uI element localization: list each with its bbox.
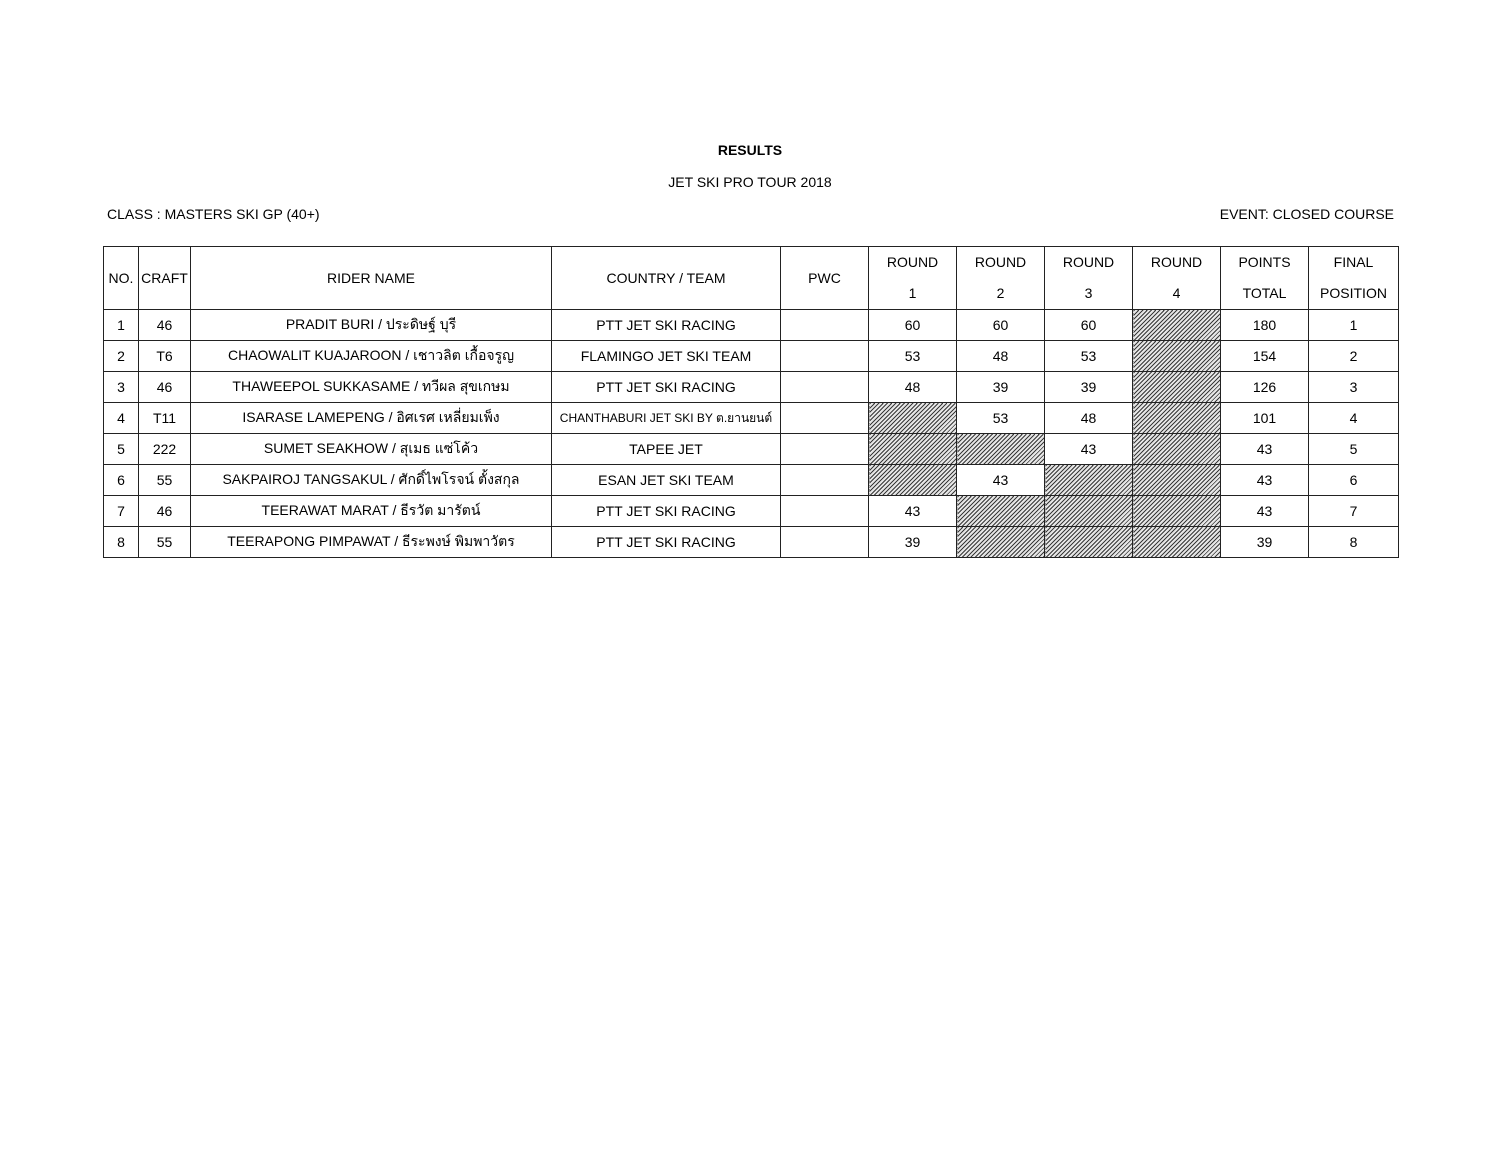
cell-pwc <box>781 434 869 465</box>
page-title: RESULTS <box>717 142 783 158</box>
cell-round-3: 60 <box>1045 310 1133 341</box>
cell-final-position: 2 <box>1309 341 1399 372</box>
cell-round-3: 48 <box>1045 403 1133 434</box>
header-round-number: 1 <box>908 285 917 301</box>
cell-craft: 46 <box>139 310 191 341</box>
cell-pwc <box>781 527 869 558</box>
cell-no: 5 <box>104 434 139 465</box>
header-round-number: 3 <box>1084 285 1093 301</box>
header-round-2 <box>957 247 1045 310</box>
cell-round-2 <box>957 527 1045 558</box>
header-round-number: 2 <box>996 285 1005 301</box>
class-label: CLASS : MASTERS SKI GP (40+) <box>107 206 320 222</box>
cell-round-1: 43 <box>869 496 957 527</box>
header-craft: CRAFT <box>139 247 191 310</box>
cell-rider-name: SAKPAIROJ TANGSAKUL / ศักดิ์ไพโรจน์ ตั้งสกุล <box>191 465 552 496</box>
cell-rider-name: THAWEEPOL SUKKASAME / ทวีผล สุขเกษม <box>191 372 552 403</box>
table-row <box>104 496 1399 527</box>
cell-pwc <box>781 372 869 403</box>
cell-round-3: 39 <box>1045 372 1133 403</box>
header-total-label: TOTAL <box>1242 285 1287 301</box>
cell-craft: T6 <box>139 341 191 372</box>
cell-round-1: 48 <box>869 372 957 403</box>
cell-final-position: 8 <box>1309 527 1399 558</box>
cell-round-2: 43 <box>957 465 1045 496</box>
event-label: EVENT: CLOSED COURSE <box>1219 206 1394 222</box>
table-row <box>104 403 1399 434</box>
cell-craft: 222 <box>139 434 191 465</box>
header-round-1 <box>869 247 957 310</box>
cell-round-4 <box>1133 403 1221 434</box>
table-row <box>104 465 1399 496</box>
cell-round-3 <box>1045 527 1133 558</box>
header-points-total <box>1221 247 1309 310</box>
cell-points-total: 43 <box>1221 465 1309 496</box>
cell-round-2: 53 <box>957 403 1045 434</box>
results-table <box>103 246 1399 558</box>
header-round-label: ROUND <box>1150 254 1203 270</box>
cell-round-2: 60 <box>957 310 1045 341</box>
cell-round-2: 39 <box>957 372 1045 403</box>
cell-final-position: 4 <box>1309 403 1399 434</box>
header-position-label: POSITION <box>1320 285 1387 301</box>
cell-round-2 <box>957 496 1045 527</box>
cell-round-4 <box>1133 341 1221 372</box>
header-no: NO. <box>104 247 139 310</box>
cell-craft: 46 <box>139 496 191 527</box>
results-body <box>104 310 1399 558</box>
cell-rider-name: SUMET SEAKHOW / สุเมธ แซ่โค้ว <box>191 434 552 465</box>
cell-pwc <box>781 341 869 372</box>
header-round-4 <box>1133 247 1221 310</box>
cell-round-3 <box>1045 496 1133 527</box>
cell-round-1 <box>869 465 957 496</box>
header-round-number: 4 <box>1172 285 1181 301</box>
table-row <box>104 341 1399 372</box>
cell-round-4 <box>1133 310 1221 341</box>
header-round-3 <box>1045 247 1133 310</box>
cell-craft: 55 <box>139 465 191 496</box>
cell-round-1: 60 <box>869 310 957 341</box>
cell-country-team: PTT JET SKI RACING <box>552 372 781 403</box>
cell-country-team: CHANTHABURI JET SKI BY ต.ยานยนต์ <box>552 403 781 434</box>
cell-rider-name: TEERAPONG PIMPAWAT / ธีระพงษ์ พิมพาวัตร <box>191 527 552 558</box>
header-final-label: FINAL <box>1333 254 1374 270</box>
header-final-position <box>1309 247 1399 310</box>
cell-points-total: 43 <box>1221 496 1309 527</box>
cell-craft: 46 <box>139 372 191 403</box>
cell-country-team: FLAMINGO JET SKI TEAM <box>552 341 781 372</box>
cell-pwc <box>781 403 869 434</box>
cell-points-total: 101 <box>1221 403 1309 434</box>
cell-rider-name: TEERAWAT MARAT / ธีรวัต มารัตน์ <box>191 496 552 527</box>
cell-round-1 <box>869 434 957 465</box>
table-row <box>104 372 1399 403</box>
table-row <box>104 527 1399 558</box>
header-points-label: POINTS <box>1238 254 1291 270</box>
cell-points-total: 43 <box>1221 434 1309 465</box>
header-country-team: COUNTRY / TEAM <box>552 247 781 310</box>
cell-rider-name: CHAOWALIT KUAJAROON / เชาวลิต เกื้อจรูญ <box>191 341 552 372</box>
cell-round-3 <box>1045 465 1133 496</box>
cell-round-1: 39 <box>869 527 957 558</box>
cell-pwc <box>781 310 869 341</box>
cell-final-position: 7 <box>1309 496 1399 527</box>
header-round-label: ROUND <box>886 254 939 270</box>
cell-rider-name: PRADIT BURI / ประดิษฐ์ บุรี <box>191 310 552 341</box>
cell-country-team: TAPEE JET <box>552 434 781 465</box>
header-round-label: ROUND <box>974 254 1027 270</box>
cell-round-4 <box>1133 372 1221 403</box>
cell-pwc <box>781 496 869 527</box>
cell-round-4 <box>1133 527 1221 558</box>
cell-final-position: 1 <box>1309 310 1399 341</box>
cell-final-position: 6 <box>1309 465 1399 496</box>
cell-country-team: PTT JET SKI RACING <box>552 310 781 341</box>
header-pwc: PWC <box>781 247 869 310</box>
cell-craft: 55 <box>139 527 191 558</box>
table-header-row <box>104 247 1399 310</box>
cell-no: 4 <box>104 403 139 434</box>
cell-round-3: 43 <box>1045 434 1133 465</box>
table-row <box>104 434 1399 465</box>
header-rider-name: RIDER NAME <box>191 247 552 310</box>
cell-no: 6 <box>104 465 139 496</box>
cell-points-total: 154 <box>1221 341 1309 372</box>
cell-no: 7 <box>104 496 139 527</box>
cell-final-position: 5 <box>1309 434 1399 465</box>
cell-country-team: ESAN JET SKI TEAM <box>552 465 781 496</box>
cell-country-team: PTT JET SKI RACING <box>552 496 781 527</box>
cell-final-position: 3 <box>1309 372 1399 403</box>
page-subtitle: JET SKI PRO TOUR 2018 <box>668 174 832 190</box>
cell-round-2 <box>957 434 1045 465</box>
cell-no: 1 <box>104 310 139 341</box>
cell-rider-name: ISARASE LAMEPENG / อิศเรศ เหลี่ยมเพ็ง <box>191 403 552 434</box>
cell-no: 3 <box>104 372 139 403</box>
cell-no: 8 <box>104 527 139 558</box>
cell-pwc <box>781 465 869 496</box>
header-round-label: ROUND <box>1062 254 1115 270</box>
cell-round-4 <box>1133 434 1221 465</box>
cell-round-1 <box>869 403 957 434</box>
cell-country-team: PTT JET SKI RACING <box>552 527 781 558</box>
table-row <box>104 310 1399 341</box>
cell-points-total: 180 <box>1221 310 1309 341</box>
cell-craft: T11 <box>139 403 191 434</box>
cell-round-3: 53 <box>1045 341 1133 372</box>
cell-points-total: 126 <box>1221 372 1309 403</box>
cell-no: 2 <box>104 341 139 372</box>
cell-round-4 <box>1133 465 1221 496</box>
cell-round-2: 48 <box>957 341 1045 372</box>
cell-round-4 <box>1133 496 1221 527</box>
cell-points-total: 39 <box>1221 527 1309 558</box>
cell-round-1: 53 <box>869 341 957 372</box>
